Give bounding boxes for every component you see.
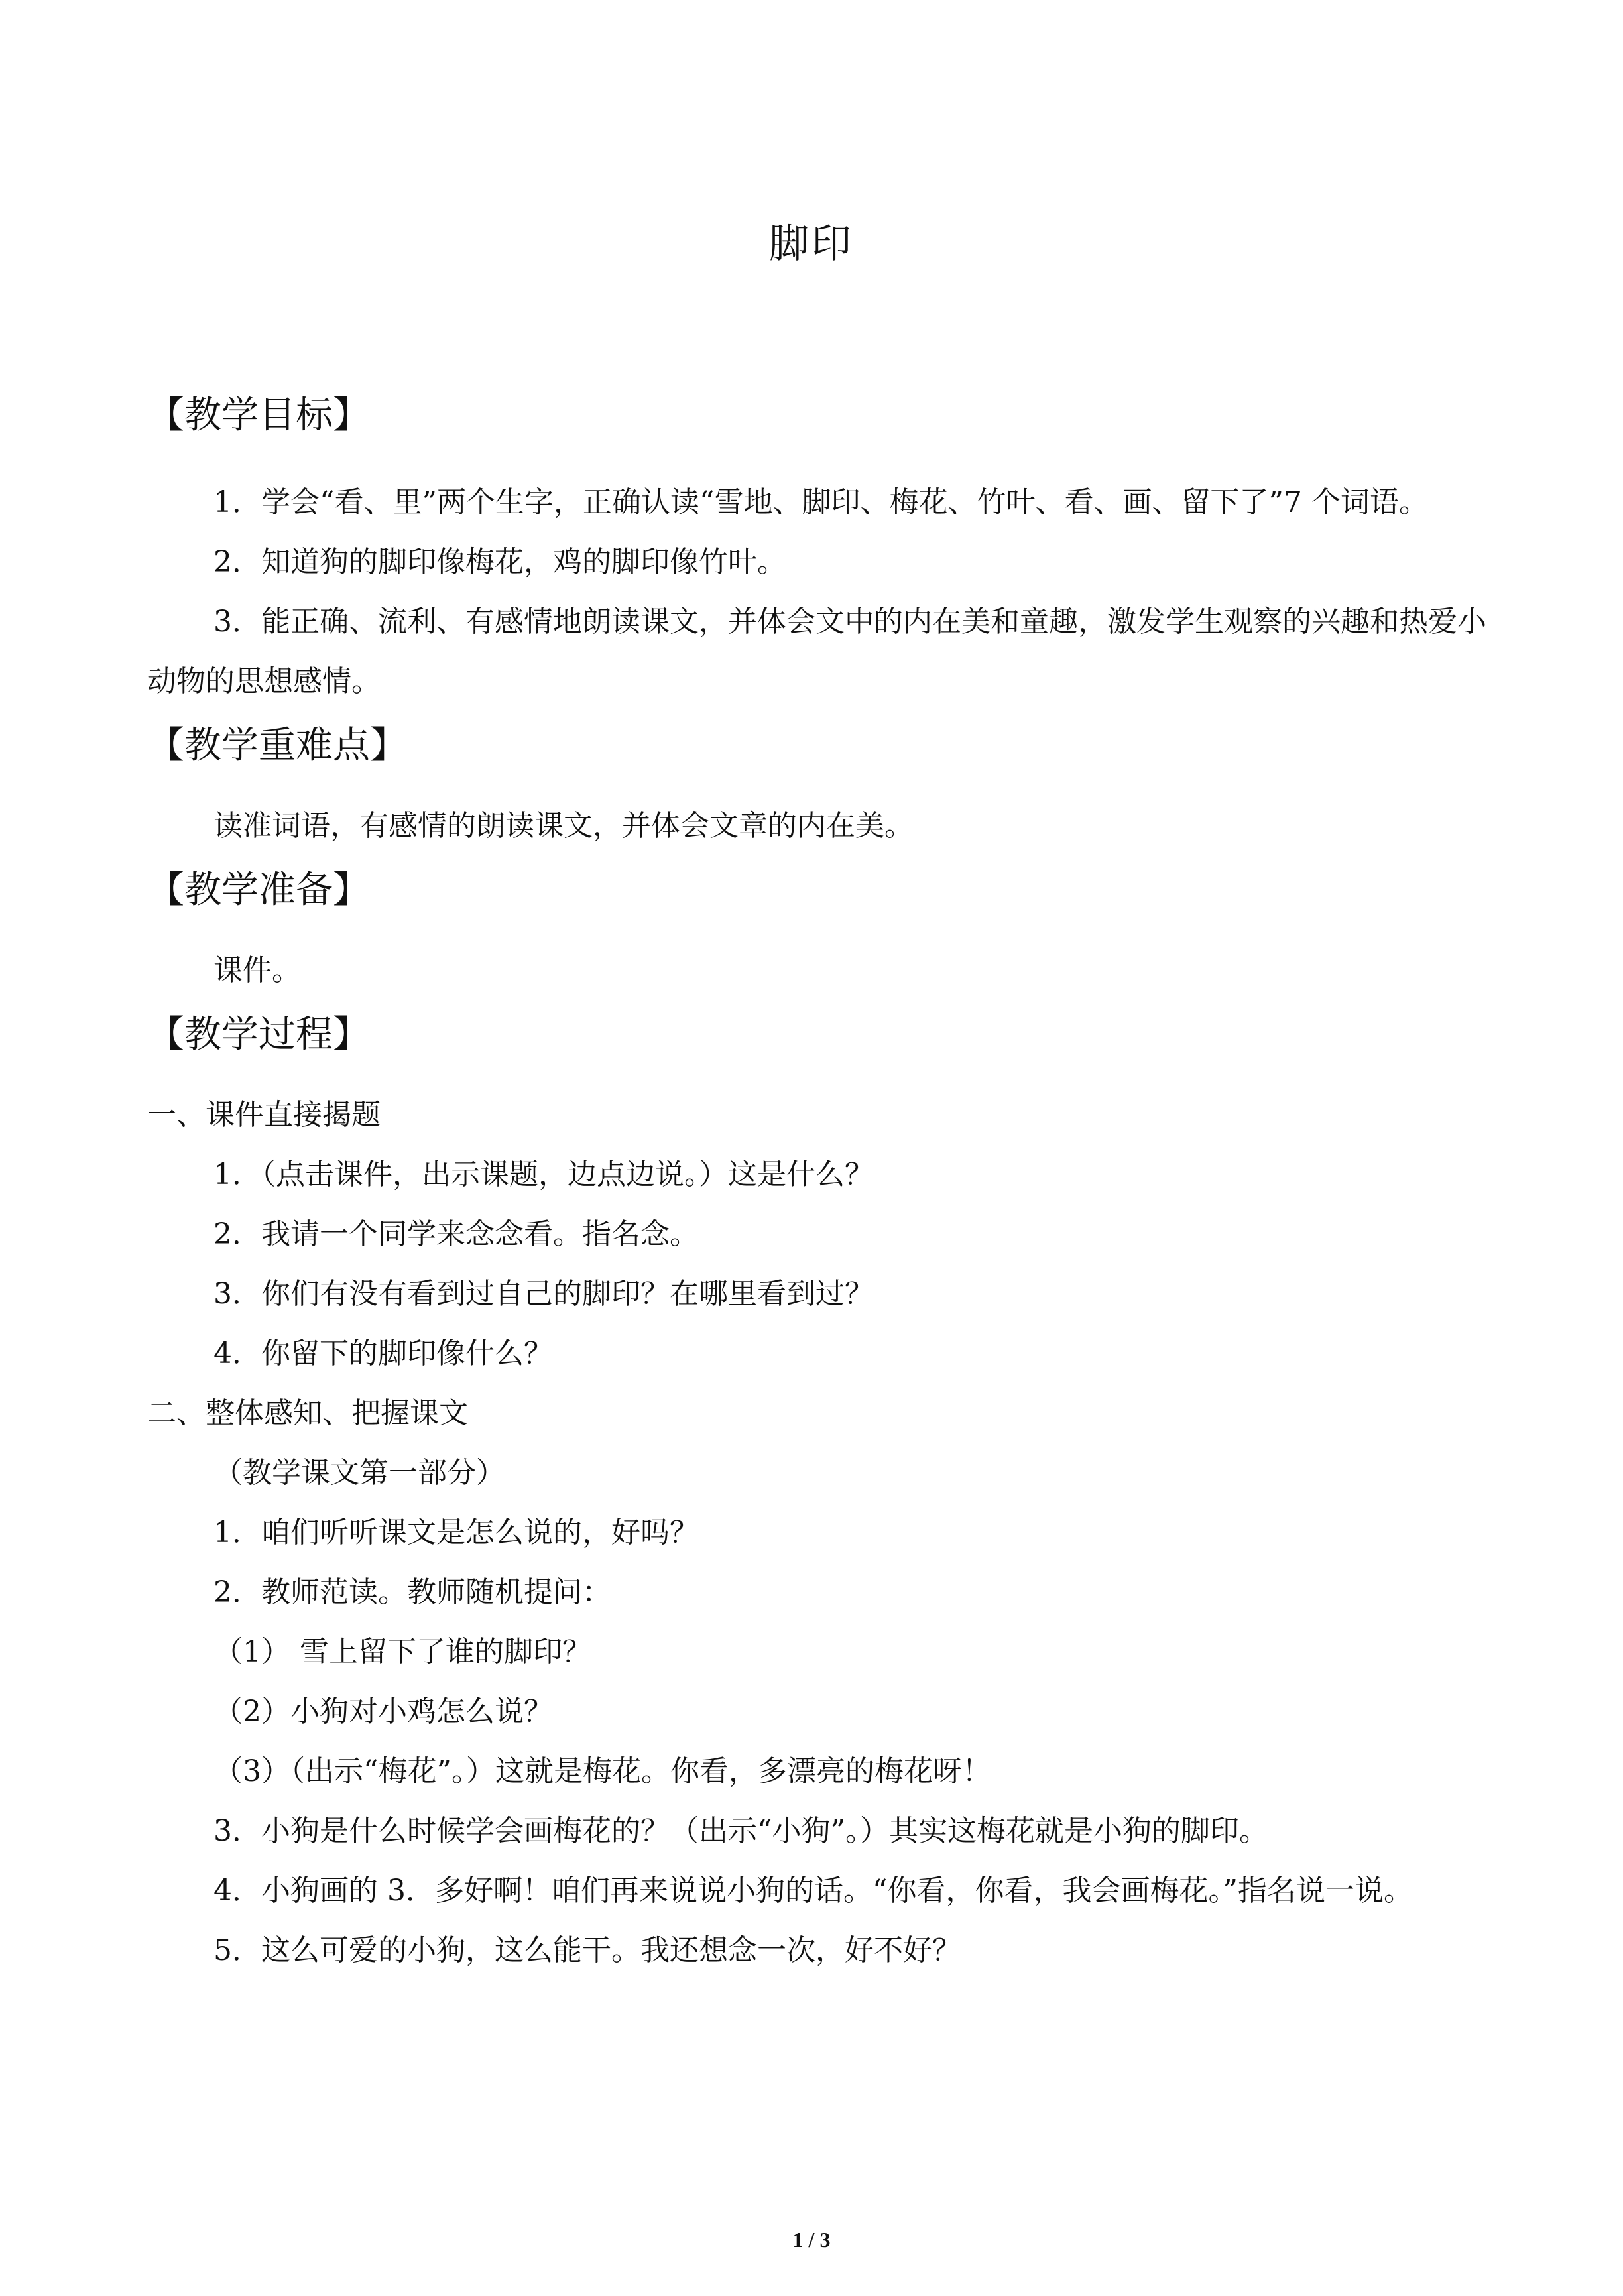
- document-body: [147, 381, 1486, 1980]
- objective-item: 1．学会“看、里”两个生字，正确认读“雪地、脚印、梅花、竹叶、看、画、留下了”7 个词语。: [213, 485, 1428, 519]
- process-question: （1） 雪上留下了谁的脚印？: [213, 1635, 591, 1669]
- process-part2-subtitle: （教学课文第一部分）: [213, 1456, 505, 1490]
- process-part1-title: 一、课件直接揭题: [147, 1098, 381, 1132]
- page-number: 1 / 3: [792, 2228, 831, 2252]
- key-points-text: 读准词语，有感情的朗读课文，并体会文章的内在美。: [213, 809, 914, 843]
- process-item: 1．咱们听听课文是怎么说的，好吗？: [213, 1516, 699, 1549]
- process-item: 4．小狗画的 3．多好啊！咱们再来说说小狗的话。“你看，你看，我会画梅花。”指名说一说。: [213, 1874, 1413, 1907]
- process-item: 3．你们有没有看到过自己的脚印？在哪里看到过？: [213, 1277, 874, 1311]
- process-question: （3）（出示“梅花”。）这就是梅花。你看，多漂亮的梅花呀！: [213, 1754, 991, 1788]
- objective-item: 3．能正确、流利、有感情地朗读课文，并体会文中的内在美和童趣，激发学生观察的兴趣和热爱小动物的思想感情。: [147, 605, 1486, 698]
- preparation-text: 课件。: [213, 953, 301, 987]
- section-heading-preparation: 【教学准备】: [147, 869, 370, 912]
- process-item: 2．教师范读。教师随机提问：: [213, 1575, 611, 1609]
- process-item: 1．（点击课件，出示课题，边点边说。）这是什么？: [213, 1158, 874, 1191]
- section-heading-process: 【教学过程】: [147, 1013, 370, 1056]
- process-item: 2．我请一个同学来念念看。指名念。: [213, 1217, 699, 1251]
- process-item: 4．你留下的脚印像什么？: [213, 1337, 553, 1370]
- document-title: 脚印: [769, 221, 854, 267]
- process-part2-title: 二、整体感知、把握课文: [147, 1396, 468, 1430]
- process-item: 5．这么可爱的小狗，这么能干。我还想念一次，好不好？: [213, 1933, 961, 1967]
- section-heading-objectives: 【教学目标】: [147, 394, 370, 437]
- section-heading-key-points: 【教学重难点】: [147, 724, 407, 767]
- process-question: （2）小狗对小鸡怎么说？: [213, 1695, 553, 1728]
- objective-item: 2．知道狗的脚印像梅花，鸡的脚印像竹叶。: [213, 545, 786, 579]
- process-item: 3．小狗是什么时候学会画梅花的？（出示“小狗”。）其实这梅花就是小狗的脚印。: [213, 1814, 1268, 1848]
